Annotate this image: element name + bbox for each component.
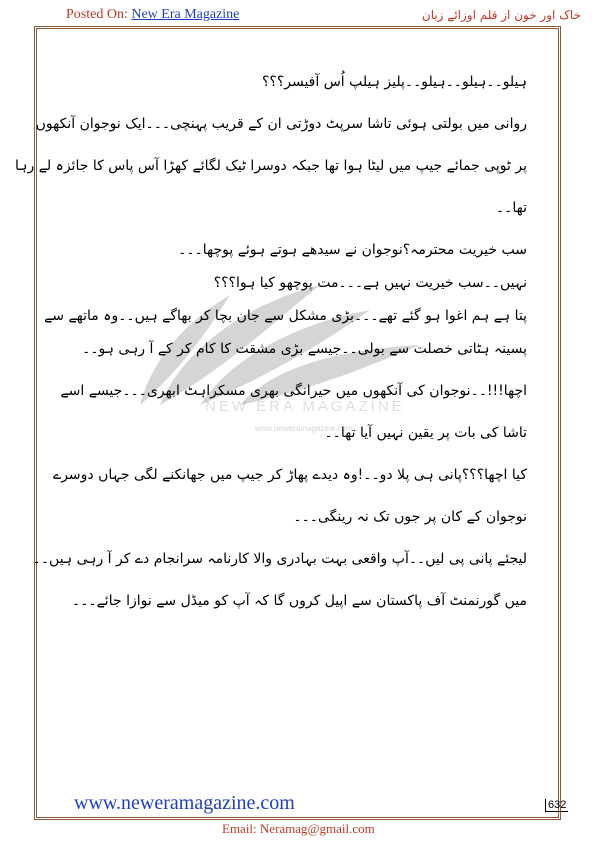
- paragraph-line: پر ٹوپی جمائے جیپ میں لیٹا ہوا تھا جبکہ دوسرا ٹیک لگائے کھڑا آس پاس کا جائزہ لے رہا: [15, 158, 527, 174]
- paragraph-line: تھا۔۔: [495, 200, 527, 216]
- paragraph-line: تاشا کی بات پر یقین نہیں آیا تھا۔۔: [324, 425, 527, 441]
- watermark-text: NEW ERA MAGAZINE: [205, 398, 405, 415]
- paragraph-line: پسینہ ہٹاتی خصلت سے بولی۔۔جیسے بڑی مشقت کا کام کر کے آ رہی ہو۔۔: [82, 341, 527, 357]
- paragraph-line: نوجوان کے کان پر جوں تک نہ رینگی۔۔۔: [293, 509, 527, 525]
- story-text: [15, 72, 527, 633]
- page-number: 632: [545, 799, 568, 812]
- paragraph-line: اچھا!!!۔۔نوجوان کی آنکھوں میں حیرانگی بھری مسکراہٹ ابھری۔۔۔جیسے اسے: [60, 383, 527, 399]
- contact-email[interactable]: Email: Neramag@gmail.com: [222, 821, 375, 836]
- posted-label: Posted On:: [66, 7, 128, 22]
- paragraph-line: نہیں۔۔سب خیریت نہیں ہے۔۔۔مت پوچھو کیا ہوا؟؟؟: [213, 275, 527, 291]
- paragraph-line: پتا ہے ہم اغوا ہو گئے تھے۔۔۔بڑی مشکل سے جان بچا کر بھاگے ہیں۔۔وہ ماتھے سے: [44, 308, 527, 324]
- posted-on-header: [66, 7, 239, 23]
- novel-title: خاک اور خون از قلم اوزائے زبان: [421, 8, 581, 22]
- watermark-subtext: www.neweramagazine.com: [255, 424, 353, 433]
- paragraph-line: میں گورنمنٹ آف پاکستان سے اپیل کروں گا کہ آپ کو میڈل سے نوازا جائے۔۔۔: [71, 593, 527, 609]
- paragraph-line: لیجئے پانی پی لیں۔۔آپ واقعی بہت بہادری والا کارنامہ سرانجام دے کر آ رہی ہیں۔۔: [32, 551, 527, 567]
- paragraph-line: سب خیریت محترمہ؟نوجوان نے سیدھے ہوتے ہوئے پوچھا۔۔۔: [178, 242, 527, 258]
- paragraph-line: کیا اچھا؟؟؟پانی ہی پلا دو۔۔!وہ دیدے پھاڑ کر جیپ میں جھانکنے لگی جہاں دوسرے: [53, 467, 527, 483]
- magazine-link[interactable]: New Era Magazine: [131, 7, 240, 22]
- paragraph-line: ہیلو۔۔ہیلو۔۔ہیلو۔۔پلیز ہیلپ اُس آفیسر؟؟؟: [261, 74, 527, 90]
- paragraph-line: روانی میں بولتی ہوئی تاشا سرپٹ دوڑتی ان کے قریب پہنچی۔۔۔ایک نوجوان آنکھوں: [35, 116, 527, 132]
- website-link[interactable]: www.neweramagazine.com: [74, 792, 295, 814]
